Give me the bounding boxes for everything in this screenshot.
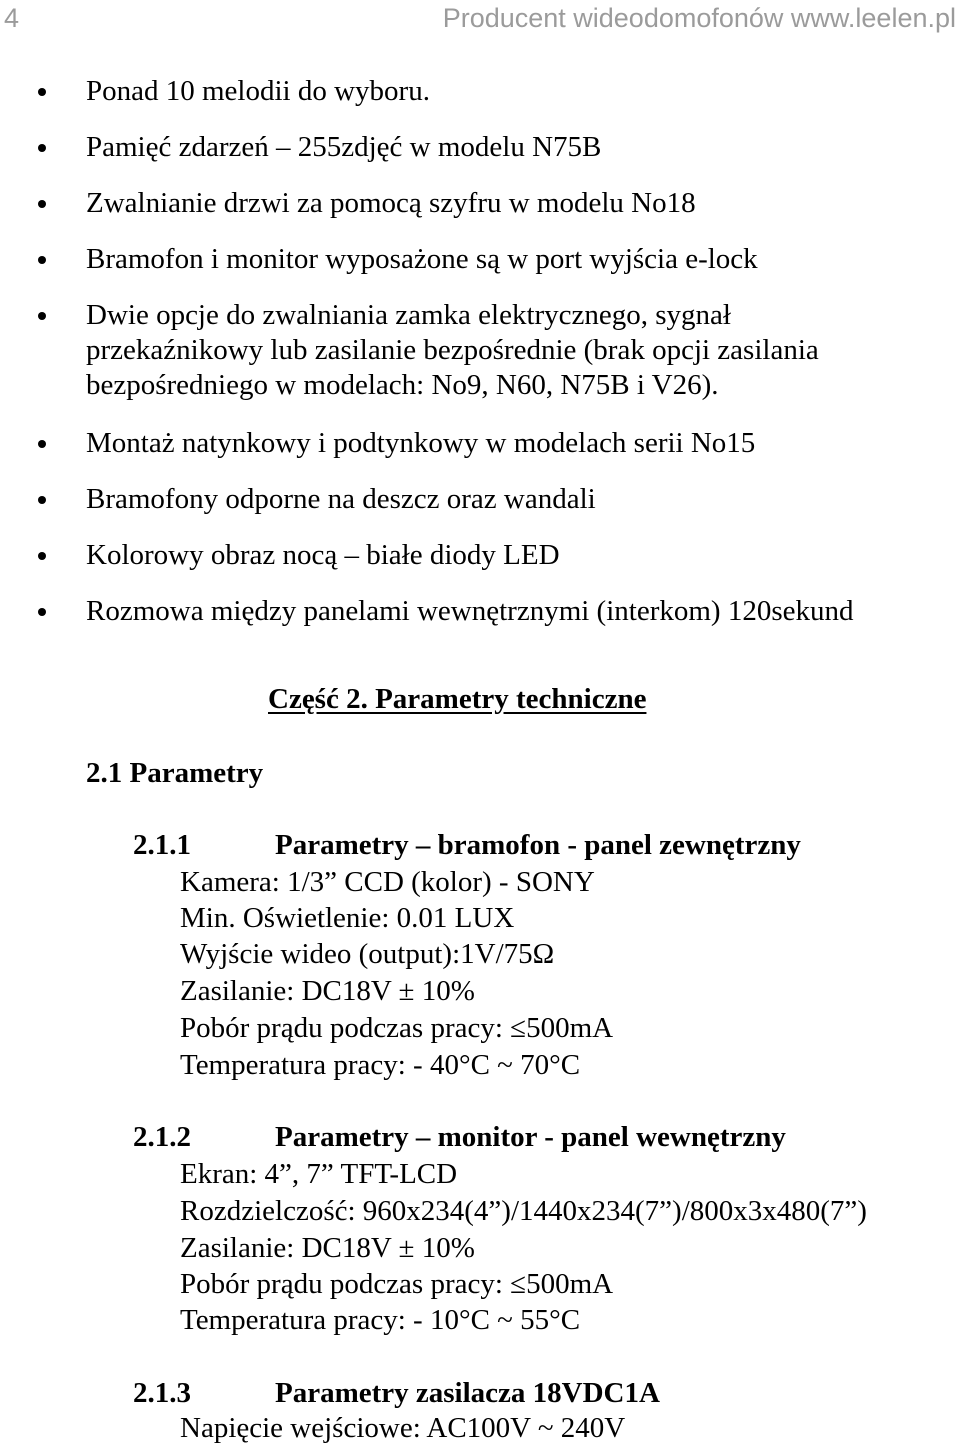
subsection-title: Parametry – bramofon - panel zewnętrzny: [275, 829, 801, 861]
list-item-text: Rozmowa między panelami wewnętrznymi (interkom) 120sekund: [86, 595, 854, 627]
bullet-icon: [38, 256, 46, 264]
list-item-text: Pamięć zdarzeń – 255zdjęć w modelu N75B: [86, 131, 602, 163]
list-item-text: Montaż natynkowy i podtynkowy w modelach serii No15: [86, 427, 756, 459]
spec-line: Pobór prądu podczas pracy: ≤500mA: [180, 1268, 614, 1300]
subsection-title: Parametry – monitor - panel wewnętrzny: [275, 1121, 786, 1153]
subsection-title: Parametry zasilacza 18VDC1A: [275, 1377, 660, 1409]
spec-line: Rozdzielczość: 960x234(4”)/1440x234(7”)/800x3x480(7”): [180, 1195, 867, 1227]
bullet-icon: [38, 496, 46, 504]
subsection-heading: [133, 828, 933, 862]
subsection-number: 2.1.3: [133, 1377, 191, 1409]
list-item-text: Ponad 10 melodii do wyboru.: [86, 75, 430, 107]
bullet-icon: [38, 88, 46, 96]
spec-line: Pobór prądu podczas pracy: ≤500mA: [180, 1012, 614, 1044]
bullet-icon: [38, 608, 46, 616]
list-item-text: Bramofon i monitor wyposażone są w port wyjścia e-lock: [86, 243, 758, 275]
list-item-text: Kolorowy obraz nocą – białe diody LED: [86, 539, 560, 571]
subsection-number: 2.1.1: [133, 829, 191, 861]
spec-line: Zasilanie: DC18V ± 10%: [180, 975, 475, 1007]
spec-line: Temperatura pracy: - 40°C ~ 70°C: [180, 1049, 581, 1081]
spec-line: Ekran: 4”, 7” TFT-LCD: [180, 1158, 458, 1190]
bullet-icon: [38, 144, 46, 152]
spec-line: Zasilanie: DC18V ± 10%: [180, 1232, 475, 1264]
spec-line: Temperatura pracy: - 10°C ~ 55°C: [180, 1304, 581, 1336]
list-item-text: Bramofony odporne na deszcz oraz wandali: [86, 483, 596, 515]
list-item-text: Dwie opcje do zwalniania zamka elektrycznego, sygnał przekaźnikowy lub zasilanie bezpośrednie (brak opcji zasilania bezpośredniego w modelach: No9, N60, N75B i V26).: [86, 299, 819, 401]
page-header-title: Producent wideodomofonów www.leelen.pl: [442, 3, 956, 33]
page-number: 4: [4, 3, 20, 33]
spec-line: Napięcie wejściowe: AC100V ~ 240V: [180, 1412, 626, 1444]
section-heading: 2.1 Parametry: [86, 757, 264, 789]
bullet-icon: [38, 200, 46, 208]
spec-line: Kamera: 1/3” CCD (kolor) - SONY: [180, 866, 595, 898]
bullet-icon: [38, 440, 46, 448]
spec-line: Min. Oświetlenie: 0.01 LUX: [180, 902, 515, 934]
list-item-text: Zwalnianie drzwi za pomocą szyfru w modelu No18: [86, 187, 696, 219]
spec-line: Wyjście wideo (output):1V/75Ω: [180, 938, 555, 970]
subsection-heading: [133, 1376, 933, 1410]
bullet-icon: [38, 312, 46, 320]
part-title: Część 2. Parametry techniczne: [268, 683, 647, 715]
bullet-icon: [38, 552, 46, 560]
subsection-heading: [133, 1120, 933, 1154]
subsection-number: 2.1.2: [133, 1121, 191, 1153]
